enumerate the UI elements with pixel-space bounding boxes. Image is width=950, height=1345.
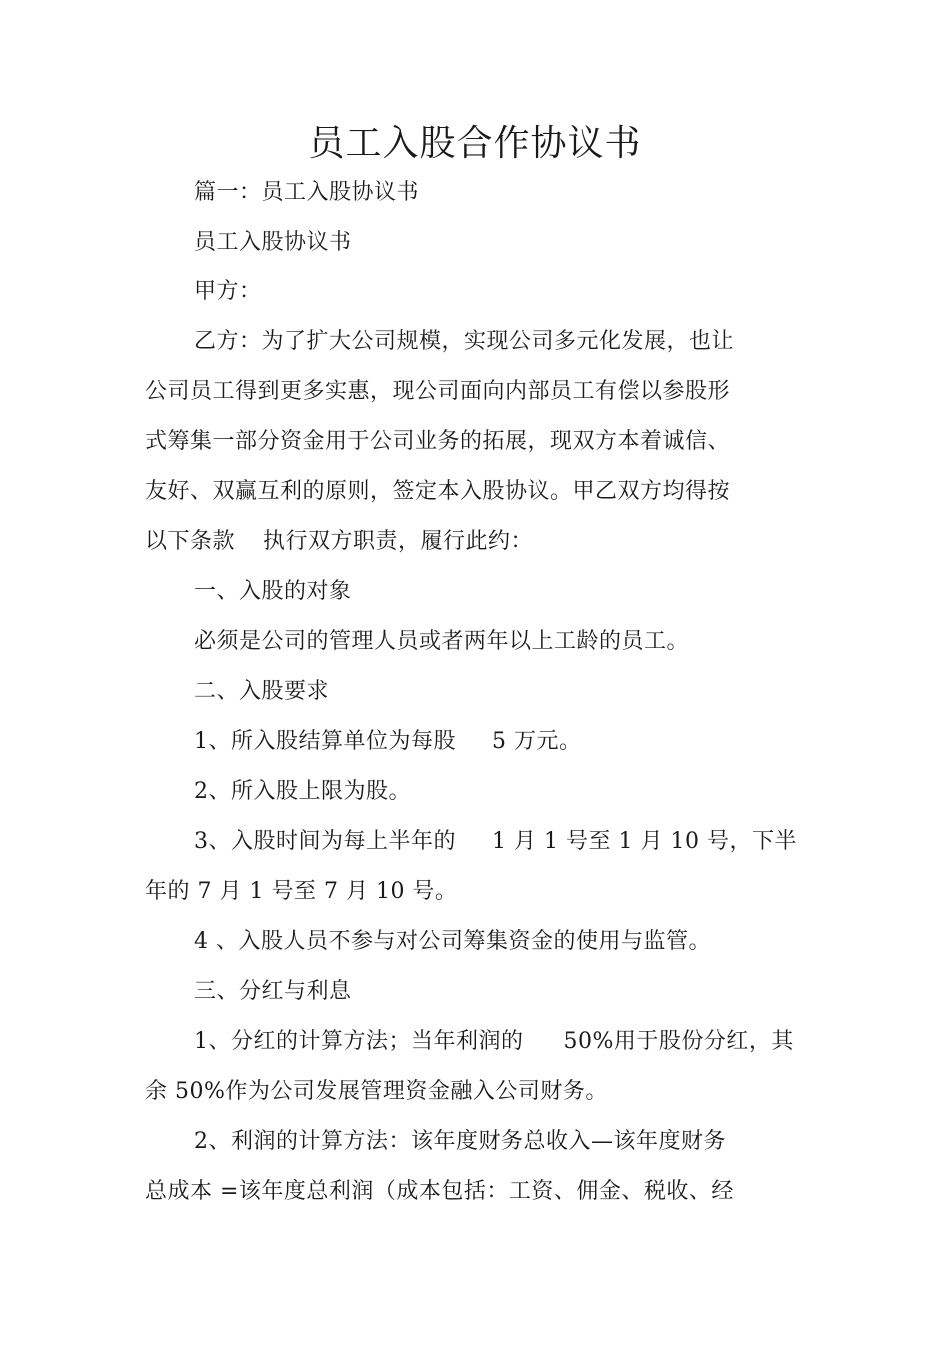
paragraph-line: 式筹集一部分资金用于公司业务的拓展，现双方本着诚信、: [145, 429, 731, 454]
clause-line: 2、所入股上限为股。: [194, 779, 411, 804]
document-title: 员工入股合作协议书: [308, 123, 642, 164]
clause-line: [194, 727, 582, 757]
paragraph-line: 公司员工得到更多实惠，现公司面向内部员工有偿以参股形: [145, 379, 731, 404]
paragraph-line: 友好、双赢互利的原则，签定本入股协议。甲乙双方均得按: [145, 479, 731, 504]
paragraph-fragment: 执行双方职责，履行此约：: [263, 529, 534, 554]
section-heading: 二、入股要求: [194, 679, 330, 704]
paragraph-line: 乙方：为了扩大公司规模，实现公司多元化发展，也让: [194, 329, 735, 354]
clause-line: 余 50%作为公司发展管理资金融入公司财务。: [145, 1079, 608, 1104]
clause-line: 总成本 =该年度总利润（成本包括：工资、佣金、税收、经: [145, 1179, 734, 1204]
party-a-label: 甲方：: [194, 279, 262, 304]
clause-fragment: 50%用于股份分红，其: [563, 1029, 794, 1054]
clause-fragment: 1、所入股结算单位为每股: [194, 729, 456, 754]
clause-fragment: 1 月 1 号至 1 月 10 号，下半: [492, 829, 797, 854]
clause-line: [194, 1027, 794, 1057]
section-heading: 三、分红与利息: [194, 979, 352, 1004]
clause-line: 年的 7 月 1 号至 7 月 10 号。: [145, 879, 458, 904]
paragraph-line: [145, 527, 533, 557]
clause-line: [194, 827, 797, 857]
chapter-heading: 篇一：员工入股协议书: [194, 180, 420, 205]
clause-fragment: 3、入股时间为每上半年的: [194, 829, 456, 854]
clause-fragment: 5 万元。: [492, 729, 582, 754]
clause-fragment: 1、分红的计算方法；当年利润的: [194, 1029, 524, 1054]
clause-line: 4 、入股人员不参与对公司筹集资金的使用与监管。: [194, 929, 711, 954]
paragraph-line: 必须是公司的管理人员或者两年以上工龄的员工。: [194, 629, 690, 654]
subtitle: 员工入股协议书: [194, 230, 352, 255]
section-heading: 一、入股的对象: [194, 579, 352, 604]
clause-line: 2、利润的计算方法：该年度财务总收入—该年度财务: [194, 1129, 726, 1154]
paragraph-fragment: 以下条款: [145, 529, 236, 554]
